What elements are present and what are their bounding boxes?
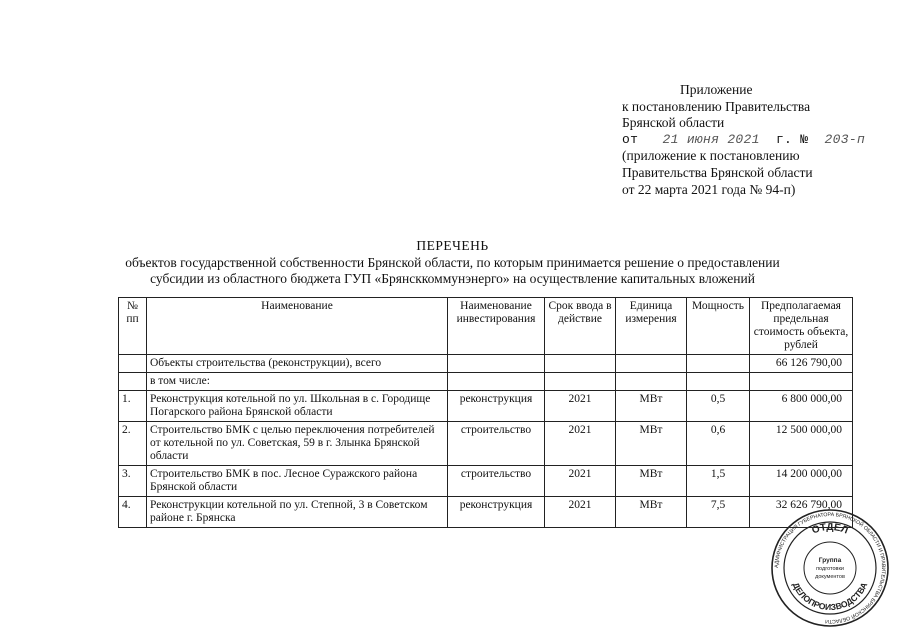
header-commission: Срок ввода в действие xyxy=(545,298,616,355)
row-power: 0,6 xyxy=(687,422,750,466)
row-cost: 32 626 790,00 xyxy=(750,497,853,528)
row-name: Строительство БМК с целью переключения потребителей от котельной по ул. Советская, 59 в г. Злынка Брянской области xyxy=(147,422,448,466)
table-row xyxy=(119,391,853,422)
appendix-block xyxy=(622,82,865,198)
row-cost: 12 500 000,00 xyxy=(750,422,853,466)
date-prefix: от xyxy=(622,131,639,147)
stamp-center-line: Группа xyxy=(818,557,842,564)
row-commission: 2021 xyxy=(545,422,616,466)
row-unit: МВт xyxy=(616,391,687,422)
appendix-line: (приложение к постановлению xyxy=(622,148,800,164)
table-row xyxy=(119,422,853,466)
row-cost: 14 200 000,00 xyxy=(750,466,853,497)
total-cost: 66 126 790,00 xyxy=(750,355,853,373)
row-commission: 2021 xyxy=(545,497,616,528)
appendix-line: Приложение xyxy=(680,82,753,97)
header-unit: Единица измерения xyxy=(616,298,687,355)
document-title xyxy=(0,238,905,288)
stamp-center-line: подготовки xyxy=(816,566,844,572)
row-unit: МВт xyxy=(616,422,687,466)
table-row-total xyxy=(119,355,853,373)
table-row-including xyxy=(119,373,853,391)
row-investment: строительство xyxy=(448,422,545,466)
row-unit: МВт xyxy=(616,466,687,497)
stamp-ring-text: АДМИНИСТРАЦИЯ ГУБЕРНАТОРА БРЯНСКОЙ ОБЛАСТИ И ПРАВИТЕЛЬСТВА БРЯНСКОЙ ОБЛАСТИ xyxy=(773,511,887,625)
date-suffix: г. № xyxy=(775,131,809,147)
title-heading: ПЕРЕЧЕНЬ xyxy=(416,238,489,253)
office-stamp xyxy=(770,508,890,628)
including-label: в том числе: xyxy=(147,373,448,391)
row-name: Реконструкции котельной по ул. Степной, 3 в Советском районе г. Брянска xyxy=(147,497,448,528)
title-line: объектов государственной собственности Брянской области, по которым принимается решение о предоставлении xyxy=(125,254,780,270)
objects-table xyxy=(118,297,853,528)
appendix-line: к постановлению Правительства xyxy=(622,98,811,114)
stamp-arc-bottom: ДЕЛОПРОИЗВОДСТВА xyxy=(790,580,870,613)
header-investment: Наименование инвестирования xyxy=(448,298,545,355)
row-num: 3. xyxy=(119,466,147,497)
row-power: 1,5 xyxy=(687,466,750,497)
row-name: Реконструкция котельной по ул. Школьная в с. Городище Погарского района Брянской области xyxy=(147,391,448,422)
appendix-line: Брянской области xyxy=(622,115,725,131)
row-num: 2. xyxy=(119,422,147,466)
row-commission: 2021 xyxy=(545,391,616,422)
appendix-line: от 22 марта 2021 года № 94-п) xyxy=(622,181,796,197)
stamp-arc-top: ОТДЕЛ xyxy=(810,521,850,537)
header-power: Мощность xyxy=(687,298,750,355)
row-investment: строительство xyxy=(448,466,545,497)
row-power: 7,5 xyxy=(687,497,750,528)
stamp-center-line: документов xyxy=(815,574,845,580)
table-row xyxy=(119,466,853,497)
row-unit: МВт xyxy=(616,497,687,528)
title-line: субсидии из областного бюджета ГУП «Брянсккоммунэнерго» на осуществление капитальных вложений xyxy=(150,271,755,287)
row-cost: 6 800 000,00 xyxy=(750,391,853,422)
row-num: 4. xyxy=(119,497,147,528)
appendix-line: Правительства Брянской области xyxy=(622,164,813,180)
row-power: 0,5 xyxy=(687,391,750,422)
total-name: Объекты строительства (реконструкции), всего xyxy=(147,355,448,373)
table-row xyxy=(119,497,853,528)
table-header-row xyxy=(119,298,853,355)
row-commission: 2021 xyxy=(545,466,616,497)
number-handwritten: 203-п xyxy=(824,131,866,147)
header-num: № пп xyxy=(119,298,147,355)
date-handwritten: 21 июня 2021 xyxy=(662,131,760,147)
row-num: 1. xyxy=(119,391,147,422)
row-investment: реконструкция xyxy=(448,497,545,528)
row-investment: реконструкция xyxy=(448,391,545,422)
row-name: Строительство БМК в пос. Лесное Суражского района Брянской области xyxy=(147,466,448,497)
header-name: Наименование xyxy=(147,298,448,355)
header-cost: Предполагаемая предельная стоимость объекта, рублей xyxy=(750,298,853,355)
appendix-date-line xyxy=(622,132,865,149)
